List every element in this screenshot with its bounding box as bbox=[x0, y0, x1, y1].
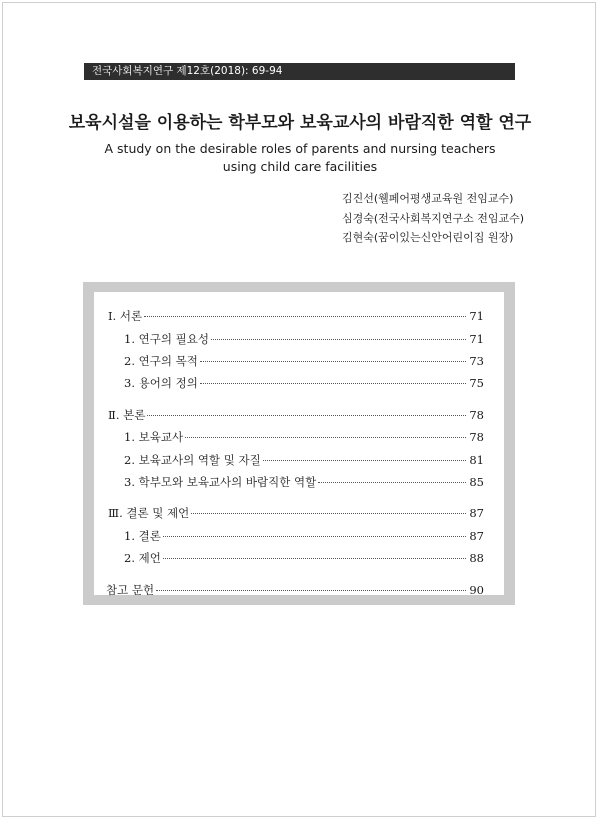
toc-item bbox=[124, 331, 484, 347]
toc-label: Ⅲ. 결론 및 제언 bbox=[108, 506, 190, 520]
toc-page-number: 75 bbox=[469, 376, 484, 390]
toc-label: Ⅰ. 서론 bbox=[108, 309, 143, 323]
author-3: 김현숙(꿈이있는신안어린이집 원장) bbox=[342, 231, 514, 244]
toc-leader-dots bbox=[144, 316, 466, 317]
toc-leader-dots bbox=[163, 558, 466, 559]
toc-page-number: 88 bbox=[469, 551, 484, 565]
toc-page-number: 71 bbox=[469, 309, 484, 323]
author-1: 김진선(웰페어평생교육원 전임교수) bbox=[342, 192, 514, 205]
toc-section-conclusion bbox=[108, 505, 484, 521]
toc-page-number: 81 bbox=[469, 453, 484, 467]
toc-label: 2. 연구의 목적 bbox=[124, 354, 198, 368]
toc-label: 2. 보육교사의 역할 및 자질 bbox=[124, 453, 261, 467]
toc-page-number: 90 bbox=[469, 583, 484, 597]
toc-label: 3. 용어의 정의 bbox=[124, 376, 198, 390]
toc-label: 1. 결론 bbox=[124, 529, 161, 543]
toc-leader-dots bbox=[263, 460, 466, 461]
toc-leader-dots bbox=[318, 482, 466, 483]
toc-page-number: 87 bbox=[469, 529, 484, 543]
toc-page-number: 71 bbox=[469, 332, 484, 346]
toc-label: 참고 문헌 bbox=[106, 583, 155, 597]
toc-leader-dots bbox=[200, 361, 466, 362]
toc-item bbox=[124, 452, 484, 468]
toc-leader-dots bbox=[156, 590, 466, 591]
toc-section-introduction bbox=[108, 308, 484, 324]
toc-section-references bbox=[106, 582, 484, 598]
toc-leader-dots bbox=[147, 415, 466, 416]
toc-item bbox=[124, 474, 484, 490]
toc-item bbox=[124, 429, 484, 445]
toc-leader-dots bbox=[200, 383, 466, 384]
toc-item bbox=[124, 528, 484, 544]
toc-label: 2. 제언 bbox=[124, 551, 161, 565]
toc-page-number: 78 bbox=[469, 408, 484, 422]
toc-leader-dots bbox=[211, 339, 466, 340]
toc-item bbox=[124, 550, 484, 566]
toc-label: Ⅱ. 본론 bbox=[108, 408, 146, 422]
toc-section-body bbox=[108, 407, 484, 423]
toc-page-number: 87 bbox=[469, 506, 484, 520]
toc-page-number: 78 bbox=[469, 430, 484, 444]
toc-panel bbox=[94, 292, 504, 595]
author-list bbox=[342, 189, 524, 248]
toc-leader-dots bbox=[185, 437, 466, 438]
table-of-contents bbox=[83, 282, 515, 605]
paper-title-korean: 보육시설을 이용하는 학부모와 보육교사의 바람직한 역할 연구 bbox=[68, 113, 532, 133]
journal-header: 전국사회복지연구 제12호(2018): 69-94 bbox=[84, 63, 515, 80]
toc-leader-dots bbox=[163, 536, 466, 537]
toc-label: 1. 보육교사 bbox=[124, 430, 184, 444]
toc-item bbox=[124, 375, 484, 391]
toc-label: 3. 학부모와 보육교사의 바람직한 역할 bbox=[124, 475, 317, 489]
paper-title-english: A study on the desirable roles of parents and nursing teachers using child care facilities bbox=[104, 141, 496, 174]
toc-item bbox=[124, 353, 484, 369]
toc-page-number: 73 bbox=[469, 354, 484, 368]
toc-leader-dots bbox=[191, 513, 466, 514]
toc-page-number: 85 bbox=[469, 475, 484, 489]
toc-label: 1. 연구의 필요성 bbox=[124, 332, 209, 346]
author-2: 심경숙(전국사회복지연구소 전임교수) bbox=[342, 211, 525, 225]
